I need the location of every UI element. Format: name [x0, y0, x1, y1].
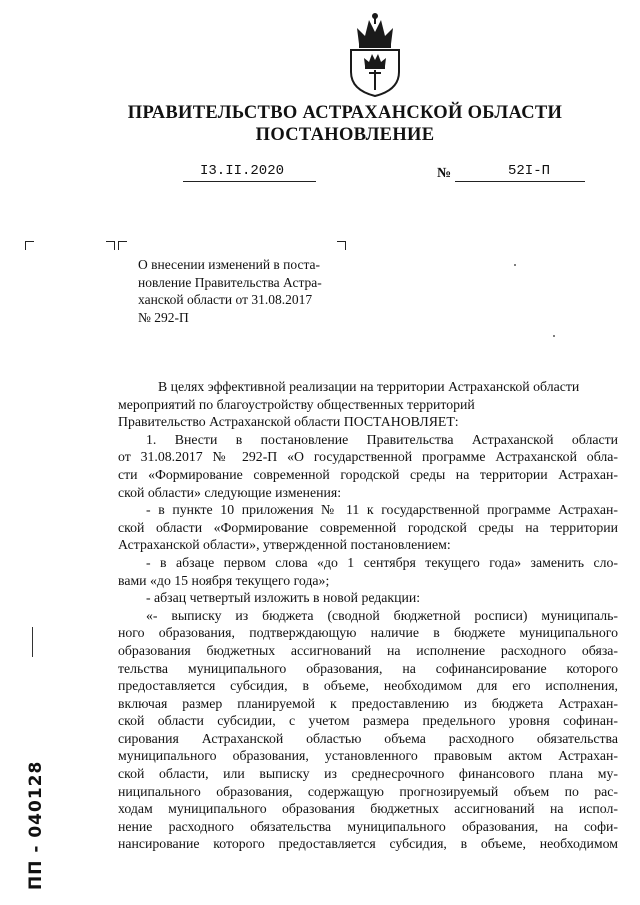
subject-line: О внесении изменений в поста- [138, 257, 321, 272]
body-line: от 31.08.2017 № 292-П «О государственной программе Астраханской обла- [118, 449, 618, 465]
body-line: включая размер планируемой к предоставлению из бюджета Астрахан- [118, 695, 618, 711]
scan-speck [514, 264, 516, 266]
document-subject [138, 256, 343, 326]
body-line: ской области» следующие изменения: [118, 484, 342, 500]
margin-mark [32, 627, 33, 657]
subject-line: № 292-П [138, 309, 189, 325]
body-line: В целях эффективной реализации на территории Астраханской области [158, 379, 580, 394]
body-line: ской области субсидии, с учетом размера предельного уровня софинан- [118, 713, 618, 729]
coat-of-arms-icon [345, 10, 405, 98]
body-line: ской области «Формирование современной городской среды на территории [118, 519, 618, 535]
body-line: сти «Формирование современной городской среды на территории Астрахан- [118, 466, 618, 482]
body-line: ходам муниципального образования бюджетных ассигнований на испол- [118, 801, 618, 817]
serial-code-text: ПП - 040128 [26, 760, 46, 890]
subject-line: новление Правительства Астра- [138, 274, 322, 290]
body-line: нансирование которого предоставляется субсидия, в объеме, необходимом [118, 836, 618, 852]
document-date: I3.II.2020 [200, 163, 285, 179]
date-underline [183, 181, 316, 182]
corner-mark-right [337, 241, 346, 250]
corner-mark-left [25, 241, 34, 250]
corner-mark-mid-left [106, 241, 115, 250]
body-line: нение расходного обязательства муниципального образования, на софи- [118, 818, 618, 834]
body-line: ного образования, подтверждающую наличие в бюджете муниципального [118, 625, 618, 641]
body-line: сирования Астраханской областью объема расходного обязательства [118, 730, 618, 746]
body-line: мероприятий по благоустройству общественных территорий [118, 396, 475, 412]
body-line: - абзац четвертый изложить в новой редакции: [146, 590, 421, 606]
government-title: ПРАВИТЕЛЬСТВО АСТРАХАНСКОЙ ОБЛАСТИ [127, 103, 563, 123]
body-line: Астраханской области», утвержденной постановлением: [118, 537, 451, 553]
number-sign: № [437, 166, 452, 181]
body-line: тельства муниципального образования, на софинансирование которого [118, 660, 618, 676]
body-line: ской области, или выписку из среднесрочного финансового плана му- [118, 766, 618, 782]
body-line: - в пункте 10 приложения № 11 к государственной программе Астрахан- [146, 502, 618, 518]
document-type-title: ПОСТАНОВЛЕНИЕ [255, 125, 435, 145]
body-line: 1. Внести в постановление Правительства Астраханской области [146, 431, 618, 447]
document-number: 52I-П [508, 163, 551, 179]
body-line: предоставляется субсидия, в объеме, необходимом для его исполнения, [118, 678, 618, 694]
document-body [118, 378, 618, 853]
number-underline [455, 181, 585, 182]
body-line: вами «до 15 ноября текущего года»; [118, 572, 330, 588]
body-line: образования бюджетных ассигнований на исполнение расходного обяза- [118, 642, 618, 658]
body-line: - в абзаце первом слова «до 1 сентября текущего года» заменить сло- [146, 554, 618, 570]
corner-mark-mid-right [118, 241, 127, 250]
scan-speck [553, 335, 555, 337]
side-serial-code [20, 740, 50, 890]
body-line: «- выписку из бюджета (сводной бюджетной росписи) муниципаль- [146, 607, 618, 623]
body-line: ниципального образования, содержащую прогнозируемый объем по рас- [118, 783, 618, 799]
body-line: Правительство Астраханской области ПОСТАНОВЛЯЕТ: [118, 414, 459, 430]
subject-line: ханской области от 31.08.2017 [138, 292, 313, 307]
body-line: муниципального образования, установленного правовым актом Астрахан- [118, 748, 618, 764]
